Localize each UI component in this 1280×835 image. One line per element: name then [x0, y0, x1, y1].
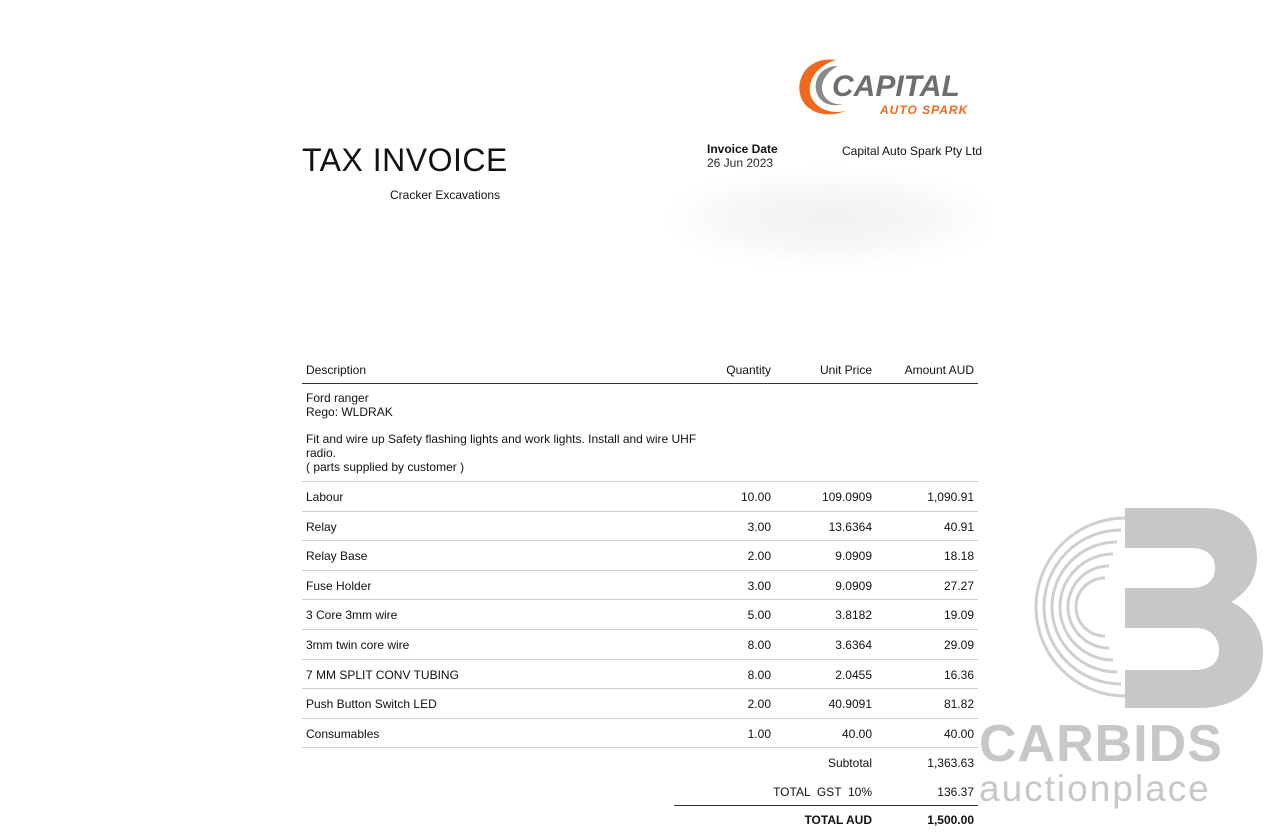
item-quantity: 5.00: [747, 608, 771, 623]
table-row: [302, 719, 978, 749]
item-quantity: 8.00: [747, 637, 771, 652]
item-unit-price: 9.0909: [835, 549, 872, 564]
item-amount: 19.09: [943, 608, 974, 623]
item-unit-price: 109.0909: [821, 490, 872, 504]
item-unit-price: 13.6364: [828, 519, 872, 534]
company-name: Capital Auto Spark Pty Ltd: [842, 144, 983, 158]
header-unit-price: Unit Price: [819, 363, 872, 377]
item-amount: 27.27: [943, 578, 974, 593]
logo-tagline: AUTO SPARK: [880, 103, 969, 117]
vehicle-rego: Rego: WLDRAK: [306, 405, 393, 419]
item-description: 7 MM SPLIT CONV TUBING: [306, 667, 459, 682]
subtotal-row: [302, 748, 978, 777]
item-description: Relay Base: [306, 549, 368, 564]
company-logo: [792, 46, 982, 124]
subtotal-value: 1,363.63: [927, 756, 974, 771]
invoice-title: TAX INVOICE: [302, 142, 508, 178]
item-amount: 16.36: [943, 667, 974, 682]
gst-label: TOTAL GST 10%: [773, 784, 872, 799]
table-header: [302, 360, 978, 384]
watermark-cb-mark: [975, 500, 1265, 715]
gst-value: 136.37: [937, 784, 974, 799]
item-amount: 40.00: [943, 726, 974, 741]
table-row: [302, 630, 978, 660]
item-unit-price: 40.00: [841, 726, 872, 741]
table-row: [302, 482, 978, 512]
item-description: 3 Core 3mm wire: [306, 608, 398, 623]
table-row: [302, 600, 978, 630]
carbids-watermark: [975, 500, 1265, 825]
total-row: [674, 805, 978, 835]
item-quantity: 3.00: [747, 519, 771, 534]
invoice-date-label: Invoice Date: [707, 142, 778, 156]
item-amount: 40.91: [943, 519, 974, 534]
item-unit-price: 40.9091: [828, 697, 872, 712]
item-description: Relay: [306, 519, 337, 534]
item-description: Labour: [306, 490, 344, 504]
line-items-table: [302, 360, 978, 835]
header-quantity: Quantity: [726, 363, 771, 377]
table-row: [302, 689, 978, 719]
item-unit-price: 2.0455: [835, 667, 872, 682]
watermark-brand: CARBIDS: [979, 715, 1223, 773]
totals-section: [302, 748, 978, 835]
gst-row: [302, 777, 978, 806]
redacted-address: [672, 172, 988, 264]
item-description: Consumables: [306, 726, 380, 741]
job-notes-line: Fit and wire up Safety flashing lights and work lights. Install and wire UHF: [306, 432, 697, 446]
item-quantity: 3.00: [747, 578, 771, 593]
item-quantity: 1.00: [747, 726, 771, 741]
table-row: [302, 512, 978, 542]
job-notes-line: ( parts supplied by customer ): [306, 460, 465, 474]
item-description: 3mm twin core wire: [306, 637, 410, 652]
item-unit-price: 3.6364: [835, 637, 872, 652]
item-quantity: 2.00: [747, 549, 771, 564]
watermark-subtitle: auctionplace: [979, 768, 1211, 809]
item-amount: 29.09: [943, 637, 974, 652]
item-description: Push Button Switch LED: [306, 697, 437, 712]
header-description: Description: [306, 363, 367, 377]
table-row: [302, 541, 978, 571]
item-amount: 1,090.91: [927, 490, 974, 504]
total-value: 1,500.00: [927, 813, 974, 828]
table-row: [302, 571, 978, 601]
vehicle-model: Ford ranger: [306, 391, 369, 405]
subtotal-label: Subtotal: [827, 756, 872, 771]
customer-name: Cracker Excavations: [390, 188, 501, 202]
item-amount: 81.82: [943, 697, 974, 712]
header-amount: Amount AUD: [904, 363, 974, 377]
item-quantity: 10.00: [740, 490, 771, 504]
item-description: Fuse Holder: [306, 578, 372, 593]
item-unit-price: 3.8182: [835, 608, 872, 623]
item-unit-price: 9.0909: [835, 578, 872, 593]
table-row: [302, 660, 978, 690]
item-quantity: 8.00: [747, 667, 771, 682]
item-amount: 18.18: [943, 549, 974, 564]
invoice-date: 26 Jun 2023: [707, 156, 774, 170]
job-description: [302, 384, 978, 482]
logo-wordmark: CAPITAL: [832, 70, 960, 103]
job-notes-line: radio.: [306, 446, 337, 460]
total-label: TOTAL AUD: [804, 813, 872, 828]
item-quantity: 2.00: [747, 697, 771, 712]
